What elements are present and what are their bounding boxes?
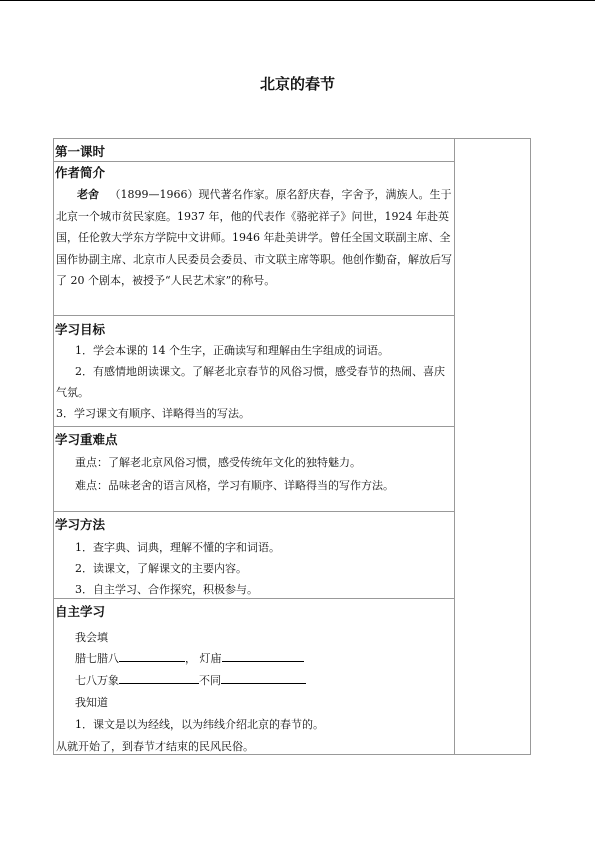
notes-column-divider [454, 139, 455, 754]
goal-item: 3．学习课文有顺序、详略得当的写法。 [56, 407, 250, 420]
goal-item: 1．学会本课的 14 个生字，正确读写和理解由生字组成的词语。 [75, 344, 389, 357]
fill-prompt: 七八万象 [75, 674, 119, 687]
key-point-item: 重点：了解老北京风俗习惯，感受传统年文化的独特魅力。 [75, 456, 361, 469]
method-item: 3．自主学习、合作探究，积极参与。 [75, 583, 258, 596]
author-name: 老舍 [77, 188, 99, 201]
method-item: 2．读课文，了解课文的主要内容。 [75, 562, 247, 575]
section-key-points [54, 427, 454, 512]
page-top-rule [0, 0, 595, 1]
section-goals [54, 316, 454, 427]
fill-prompt: 灯庙 [199, 652, 222, 665]
fill-blank[interactable] [119, 672, 199, 684]
fill-label: 我会填 [75, 631, 108, 644]
key-point-item: 难点：品味老舍的语言风格，学习有顺序、详略得当的写作方法。 [75, 479, 394, 492]
fill-row-1 [54, 648, 454, 670]
methods-heading: 学习方法 [55, 517, 106, 532]
fill-row-2 [54, 670, 454, 692]
know-line: 从就开始了，到春节才结束的民风民俗。 [56, 740, 254, 753]
goals-heading: 学习目标 [55, 322, 106, 337]
know-line: 1．课文是以为经线，以为纬线介绍北京的春节的。 [75, 718, 324, 731]
fill-blank[interactable] [119, 650, 185, 662]
self-study-heading: 自主学习 [55, 604, 106, 619]
fill-sep: ， [185, 652, 196, 665]
author-bio [54, 184, 454, 292]
fill-prompt: 不同 [199, 674, 221, 687]
section-methods [54, 512, 454, 599]
section-self-study [54, 599, 454, 753]
fill-blank[interactable] [221, 672, 306, 684]
know-label: 我知道 [75, 696, 108, 709]
key-points-heading: 学习重难点 [55, 432, 118, 447]
goal-item: 2．有感情地朗读课文。了解老北京春节的风俗习惯，感受春节的热闹、喜庆气氛。 [56, 365, 445, 399]
section-author [54, 139, 454, 316]
fill-blank[interactable] [222, 650, 304, 662]
lesson-heading: 第一课时 [54, 142, 454, 162]
author-bio-text: （1899—1966）现代著名作家。原名舒庆春，字舍予，满族人。生于北京一个城市贫民家庭。1937 年，他的代表作《骆驼祥子》问世，1924 年赴英国，任伦敦大学东方学院中文讲师。1946 年赴美讲学。曾任全国文联副主席、全国作协副主席、北京市人民委员会委员、市文联主席等职。他创作勤奋，解放后写了 20 个剧本，被授予“人民艺术家”的称号。 [56, 188, 452, 287]
author-heading: 作者简介 [55, 165, 106, 180]
method-item: 1．查字典、词典，理解不懂的字和词语。 [75, 541, 280, 554]
worksheet-table [53, 138, 531, 755]
page-title: 北京的春节 [259, 75, 335, 93]
fill-prompt: 腊七腊八 [75, 652, 119, 665]
